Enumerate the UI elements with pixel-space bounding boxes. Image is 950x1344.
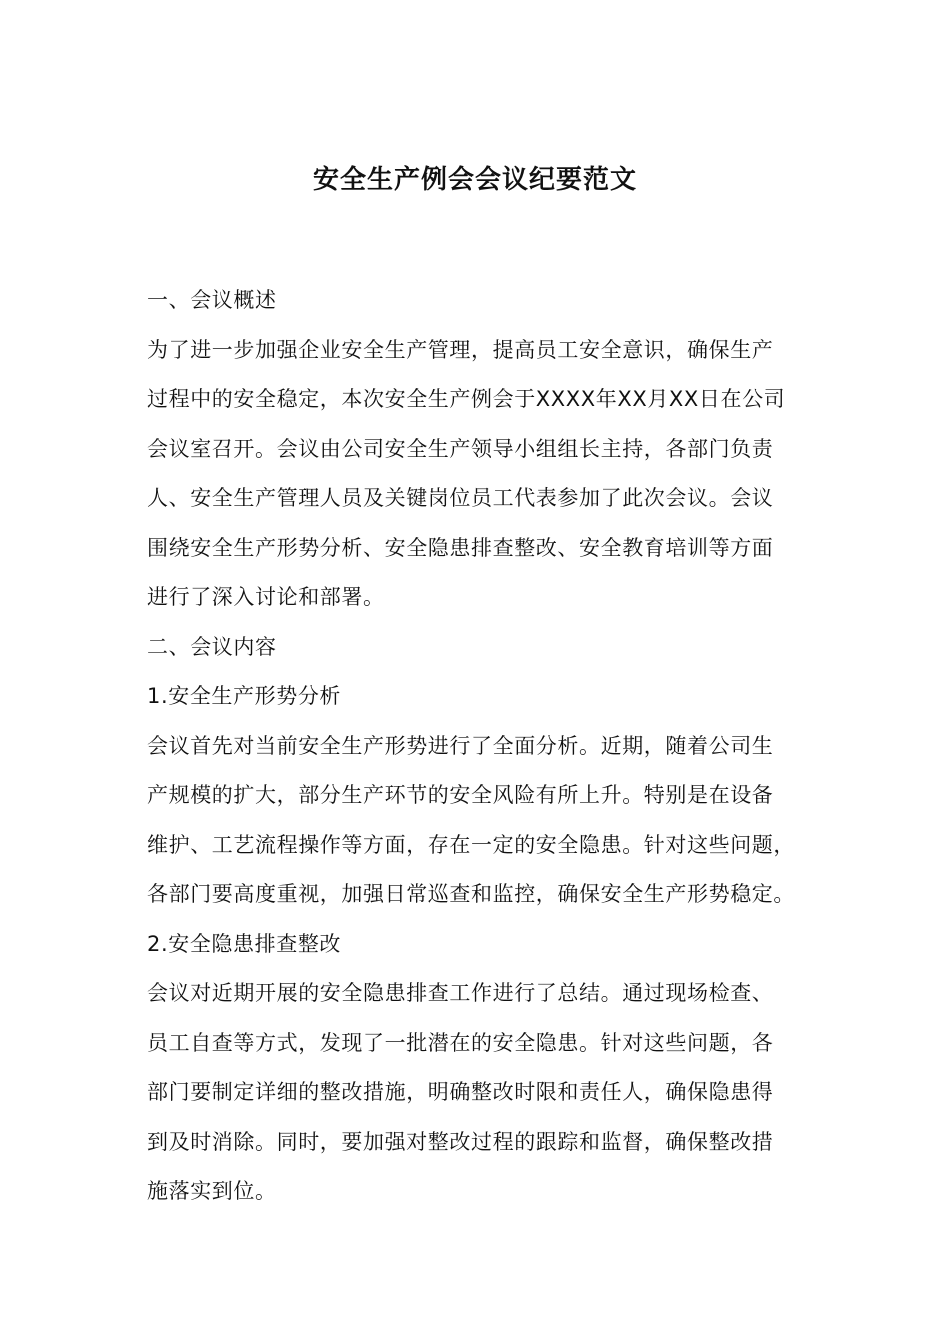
paragraph-line: 产规模的扩大，部分生产环节的安全风险有所上升。特别是在设备 xyxy=(147,783,774,807)
subheading-hazard-rectification: 2.安全隐患排查整改 xyxy=(147,931,342,956)
paragraph-line: 维护、工艺流程操作等方面，存在一定的安全隐患。针对这些问题， xyxy=(147,832,795,857)
paragraph-line: 会议室召开。会议由公司安全生产领导小组组长主持，各部门负责 xyxy=(147,436,774,461)
paragraph-line: 会议对近期开展的安全隐患排查工作进行了总结。通过现场检查、 xyxy=(147,981,774,1005)
subheading-situation-analysis: 1.安全生产形势分析 xyxy=(147,684,342,708)
paragraph-line: 到及时消除。同时，要加强对整改过程的跟踪和监督，确保整改措 xyxy=(147,1129,774,1154)
paragraph-line: 部门要制定详细的整改措施，明确整改时限和责任人，确保隐患得 xyxy=(147,1080,774,1104)
document-title: 安全生产例会会议纪要范文 xyxy=(312,165,637,195)
document-body xyxy=(147,276,837,1217)
paragraph-line: 围绕安全生产形势分析、安全隐患排查整改、安全教育培训等方面 xyxy=(147,535,774,560)
section-heading-overview: 一、会议概述 xyxy=(147,288,277,312)
section-heading-content: 二、会议内容 xyxy=(147,634,277,659)
paragraph-line: 各部门要高度重视，加强日常巡查和监控，确保安全生产形势稳定。 xyxy=(147,882,795,906)
paragraph-line: 人、安全生产管理人员及关键岗位员工代表参加了此次会议。会议 xyxy=(147,486,774,510)
paragraph-line: 会议首先对当前安全生产形势进行了全面分析。近期，随着公司生 xyxy=(147,733,774,758)
paragraph-line: 施落实到位。 xyxy=(147,1179,277,1203)
paragraph-line: 为了进一步加强企业安全生产管理，提高员工安全意识，确保生产 xyxy=(147,337,774,362)
paragraph-line: 过程中的安全稳定，本次安全生产例会于XXXX年XX月XX日在公司 xyxy=(147,387,786,411)
paragraph-line: 员工自查等方式，发现了一批潜在的安全隐患。针对这些问题，各 xyxy=(147,1030,774,1055)
paragraph-line: 进行了深入讨论和部署。 xyxy=(147,585,385,609)
